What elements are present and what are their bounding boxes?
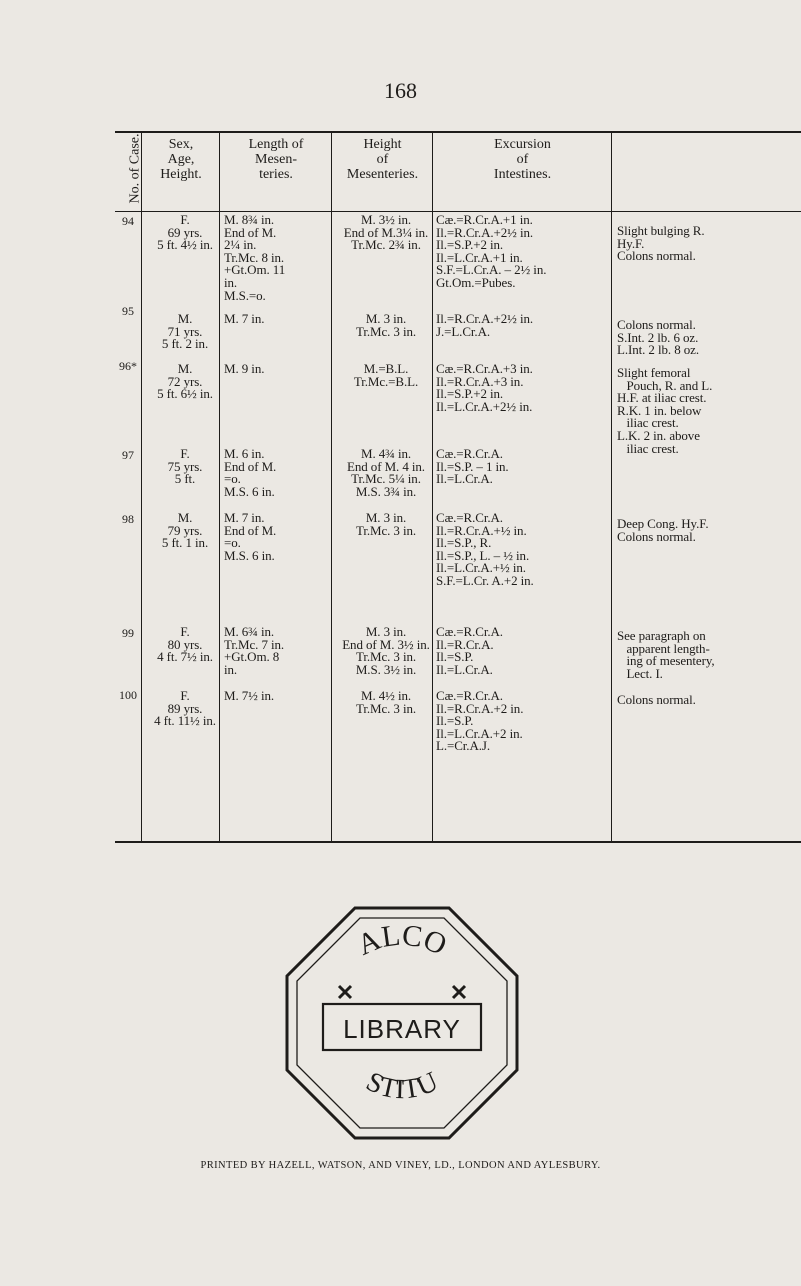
column-divider	[611, 131, 612, 842]
length-cell: M. 7½ in.	[224, 688, 275, 703]
case-number: 95	[122, 304, 134, 318]
length-cell: M. 6¾ in. Tr.Mc. 7 in. +Gt.Om. 8 in.	[224, 624, 285, 677]
height-cell: M. 3½ in. End of M.3¼ in. Tr.Mc. 2¾ in.	[343, 212, 429, 253]
sex-age-height-cell: F. 80 yrs. 4 ft. 7½ in.	[157, 624, 213, 665]
height-cell: M.=B.L. Tr.Mc.=B.L.	[353, 361, 419, 389]
case-number: 97	[122, 448, 134, 462]
length-cell: M. 9 in.	[224, 361, 265, 376]
length-cell: M. 7 in. End of M. =o. M.S. 6 in.	[224, 510, 277, 563]
excursion-cell: Cæ.=R.Cr.A. Il.=R.Cr.A.+½ in. Il.=S.P., R. Il.=S.P., L. – ½ in. Il.=L.Cr.A.+½ in. S.F.=L.Cr. A.+2 in.	[436, 510, 534, 588]
stamp-center-text: LIBRARY	[343, 1014, 461, 1044]
case-number: 99	[122, 626, 134, 640]
remarks-cell: Slight femoral Pouch, R. and L. H.F. at iliac crest. R.K. 1 in. below iliac crest. L.K. 2 in. above iliac crest.	[617, 365, 713, 456]
length-cell: M. 6 in. End of M. =o. M.S. 6 in.	[224, 446, 277, 499]
length-cell: M. 7 in.	[224, 311, 265, 326]
case-number: 94	[122, 214, 134, 228]
height-cell: M. 4½ in. Tr.Mc. 3 in.	[355, 688, 417, 716]
remarks-cell: Colons normal.	[617, 692, 696, 707]
sex-age-height-cell: M. 72 yrs. 5 ft. 6½ in.	[157, 361, 213, 402]
stamp-cross-right-icon	[453, 986, 465, 998]
header-case-no: No. of Case.	[127, 133, 143, 204]
height-cell: M. 3 in. End of M. 3½ in. Tr.Mc. 3 in. M.S. 3½ in.	[342, 624, 430, 677]
height-cell: M. 4¾ in. End of M. 4 in. Tr.Mc. 5¼ in. M.S. 3¾ in.	[347, 446, 425, 499]
remarks-cell: Deep Cong. Hy.F. Colons normal.	[617, 516, 709, 544]
case-number: 98	[122, 512, 134, 526]
remarks-cell: See paragraph on apparent length- ing of mesentery, Lect. I.	[617, 628, 715, 681]
table-bottom-rule	[115, 841, 801, 843]
sex-age-height-cell: F. 75 yrs. 5 ft.	[167, 446, 203, 487]
excursion-cell: Il.=R.Cr.A.+2½ in. J.=L.Cr.A.	[436, 311, 534, 339]
sex-age-height-cell: F. 89 yrs. 4 ft. 11½ in.	[154, 688, 216, 729]
height-cell: M. 3 in. Tr.Mc. 3 in.	[355, 510, 417, 538]
stamp-top-text: ALCO	[352, 918, 452, 962]
case-table	[115, 131, 801, 844]
header-sex-age-height: Sex, Age, Height.	[160, 137, 202, 182]
column-divider	[141, 131, 142, 842]
sex-age-height-cell: M. 71 yrs. 5 ft. 2 in.	[161, 311, 209, 352]
case-number: 96*	[119, 359, 137, 373]
excursion-cell: Cæ.=R.Cr.A.+1 in. Il.=R.Cr.A.+2½ in. Il.=S.P.+2 in. Il.=L.Cr.A.+1 in. S.F.=L.Cr.A. – 2½ in. Gt.Om.=Pubes.	[436, 212, 547, 290]
remarks-cell: Slight bulging R. Hy.F. Colons normal.	[617, 223, 705, 264]
excursion-cell: Cæ.=R.Cr.A. Il.=R.Cr.A. Il.=S.P. Il.=L.Cr.A.	[436, 624, 503, 677]
column-divider	[219, 131, 220, 842]
sex-age-height-cell: M. 79 yrs. 5 ft. 1 in.	[161, 510, 209, 551]
printer-imprint: PRINTED BY HAZELL, WATSON, AND VINEY, LD., LONDON AND AYLESBURY.	[200, 1160, 601, 1171]
library-stamp	[277, 900, 527, 1146]
remarks-cell: Colons normal. S.Int. 2 lb. 6 oz. L.Int. 2 lb. 8 oz.	[617, 317, 699, 358]
case-number: 100	[119, 688, 137, 702]
header-height-mesenteries: Height of Mesenteries.	[346, 137, 419, 182]
excursion-cell: Cæ.=R.Cr.A.+3 in. Il.=R.Cr.A.+3 in. Il.=S.P.+2 in. Il.=L.Cr.A.+2½ in.	[436, 361, 533, 414]
length-cell: M. 8¾ in. End of M. 2¼ in. Tr.Mc. 8 in. +Gt.Om. 11 in. M.S.=o.	[224, 212, 286, 303]
page-number: 168	[384, 78, 417, 103]
excursion-cell: Cæ.=R.Cr.A. Il.=R.Cr.A.+2 in. Il.=S.P. Il.=L.Cr.A.+2 in. L.=Cr.A.J.	[436, 688, 524, 754]
header-excursion: Excursion of Intestines.	[493, 137, 552, 182]
stamp-bottom-text: STITU	[361, 1066, 443, 1106]
height-cell: M. 3 in. Tr.Mc. 3 in.	[355, 311, 417, 339]
stamp-cross-left-icon	[339, 986, 351, 998]
table-top-rule	[115, 131, 801, 133]
sex-age-height-cell: F. 69 yrs. 5 ft. 4½ in.	[157, 212, 213, 253]
header-length-mesenteries: Length of Mesen- teries.	[248, 137, 304, 182]
excursion-cell: Cæ.=R.Cr.A. Il.=S.P. – 1 in. Il.=L.Cr.A.	[436, 446, 509, 487]
